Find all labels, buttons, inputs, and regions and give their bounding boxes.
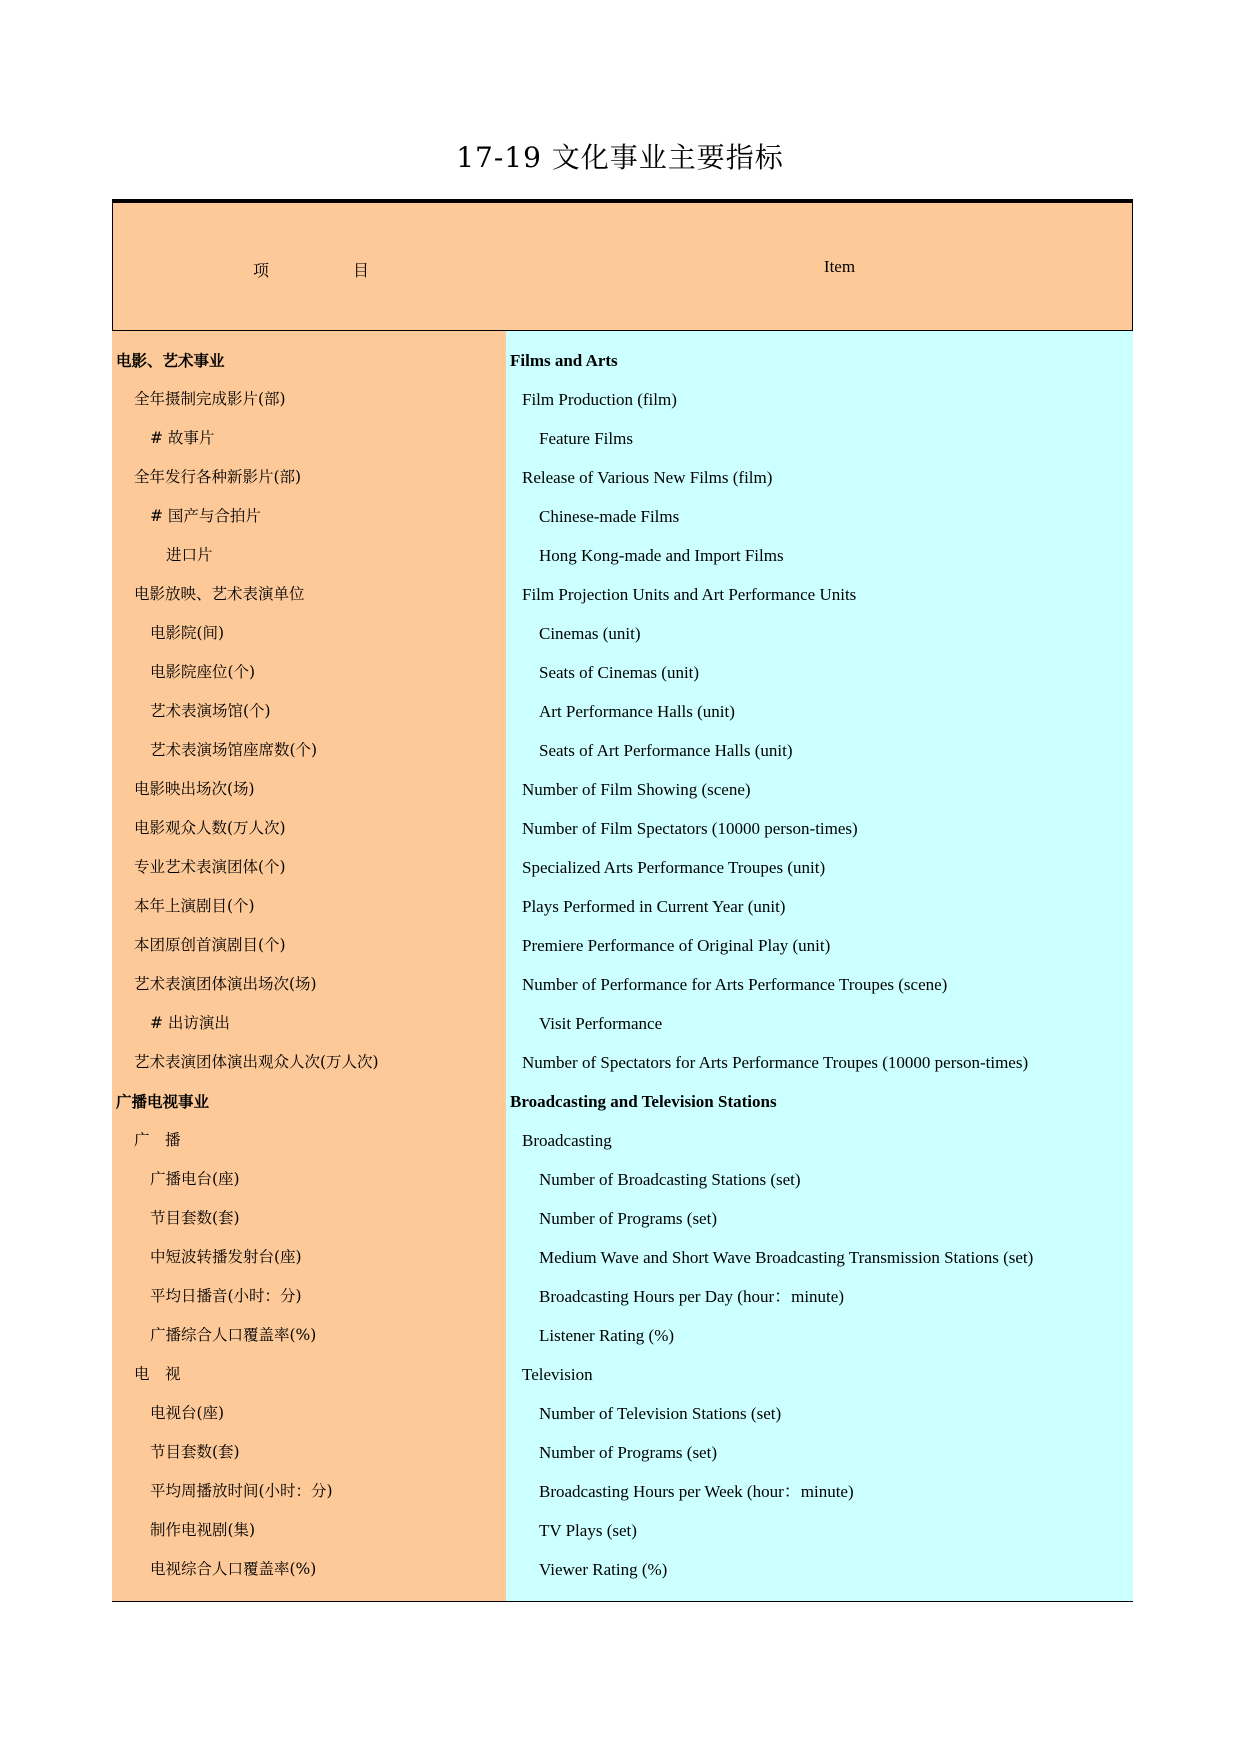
table-row-en: Television (522, 1365, 593, 1384)
table-row-en: Seats of Cinemas (unit) (539, 663, 700, 682)
table-row-zh: 电影观众人数(万人次) (134, 819, 286, 837)
table-row-zh: 本年上演剧目(个) (134, 897, 255, 915)
table-row-en: Broadcasting and Television Stations (510, 1092, 777, 1111)
table-row-en: Number of Programs (set) (539, 1209, 717, 1228)
table-row-zh: 电视台(座) (150, 1404, 225, 1422)
table-row-zh: 电影、艺术事业 (116, 351, 225, 370)
header-zh-char-1: 项 (253, 261, 270, 280)
table-row-zh: 电影院座位(个) (150, 663, 256, 681)
table-header (112, 203, 1133, 331)
table-row-en: Chinese-made Films (539, 507, 680, 526)
table-row-zh: 电影放映、艺术表演单位 (134, 585, 305, 603)
table-row-en: Broadcasting Hours per Day (hour：minute) (539, 1287, 844, 1306)
table-row-en: Number of Spectators for Arts Performance Troupes (10000 person-times) (522, 1053, 1029, 1072)
table-row-zh: # 出访演出 (150, 1014, 230, 1032)
table-row-zh: 全年发行各种新影片(部) (134, 468, 302, 486)
table-row-en: Medium Wave and Short Wave Broadcasting Transmission Stations (set) (539, 1248, 1034, 1267)
table-row-zh: 电 视 (134, 1365, 181, 1383)
english-column (506, 331, 1133, 1601)
table-row-en: Seats of Art Performance Halls (unit) (539, 741, 793, 760)
header-zh-cell (113, 203, 507, 330)
table-row-zh: 节目套数(套) (150, 1443, 240, 1461)
table-row-zh: 广 播 (134, 1131, 181, 1149)
table-row-en: Viewer Rating (%) (539, 1560, 668, 1579)
table-row-en: Number of Broadcasting Stations (set) (539, 1170, 801, 1189)
table-row-zh: 平均周播放时间(小时：分) (150, 1482, 333, 1500)
table-row-zh: 艺术表演场馆座席数(个) (150, 741, 318, 759)
table-row-zh: 电影映出场次(场) (134, 780, 255, 798)
table-row-zh: 艺术表演团体演出观众人次(万人次) (134, 1053, 379, 1071)
table-row-en: Plays Performed in Current Year (unit) (522, 897, 786, 916)
table-row-zh: 艺术表演团体演出场次(场) (134, 975, 317, 993)
table-row-en: Broadcasting (522, 1131, 612, 1150)
table-row-zh: 广播综合人口覆盖率(%) (150, 1326, 317, 1344)
table-row-zh: 进口片 (166, 546, 213, 564)
table-row-en: Broadcasting Hours per Week (hour：minute) (539, 1482, 854, 1501)
table-row-en: Art Performance Halls (unit) (539, 702, 735, 721)
table-row-zh: 节目套数(套) (150, 1209, 240, 1227)
table-row-en: Specialized Arts Performance Troupes (unit) (522, 858, 826, 877)
page-title: 17-19 文化事业主要指标 (456, 141, 784, 174)
table-row-zh: # 国产与合拍片 (150, 507, 261, 525)
table-row-zh: 本团原创首演剧目(个) (134, 936, 286, 954)
table-row-en: Films and Arts (510, 351, 618, 370)
chinese-column (112, 331, 506, 1601)
table-row-zh: 制作电视剧(集) (150, 1521, 256, 1539)
header-en-cell (507, 203, 1132, 330)
table-row-zh: 平均日播音(小时：分) (150, 1287, 302, 1305)
table-row-zh: 电视综合人口覆盖率(%) (150, 1560, 317, 1578)
table-row-en: Release of Various New Films (film) (522, 468, 773, 487)
table-row-en: Number of Performance for Arts Performance Troupes (scene) (522, 975, 948, 994)
table-row-zh: # 故事片 (150, 429, 215, 447)
table-row-en: Visit Performance (539, 1014, 663, 1033)
table-row-en: Number of Film Spectators (10000 person-times) (522, 819, 858, 838)
table-row-en: Cinemas (unit) (539, 624, 641, 643)
table-row-zh: 全年摄制完成影片(部) (134, 390, 286, 408)
table-row-en: Premiere Performance of Original Play (unit) (522, 936, 831, 955)
table-row-en: Number of Television Stations (set) (539, 1404, 782, 1423)
table-row-en: Listener Rating (%) (539, 1326, 675, 1345)
indicator-table (112, 199, 1133, 1602)
table-row-zh: 艺术表演场馆(个) (150, 702, 271, 720)
table-row-en: Hong Kong-made and Import Films (539, 546, 784, 565)
table-row-en: Number of Programs (set) (539, 1443, 717, 1462)
table-row-en: Feature Films (539, 429, 633, 448)
table-row-en: Number of Film Showing (scene) (522, 780, 751, 799)
table-row-en: Film Projection Units and Art Performance Units (522, 585, 857, 604)
table-row-zh: 广播电台(座) (150, 1170, 240, 1188)
table-row-zh: 电影院(间) (150, 624, 225, 642)
table-row-zh: 广播电视事业 (116, 1092, 210, 1111)
table-row-en: Film Production (film) (522, 390, 677, 409)
header-zh-char-2: 目 (353, 261, 370, 280)
table-row-zh: 专业艺术表演团体(个) (134, 858, 286, 876)
header-en-label: Item (823, 257, 856, 276)
table-row-zh: 中短波转播发射台(座) (150, 1248, 302, 1266)
table-body (112, 331, 1133, 1602)
table-row-en: TV Plays (set) (539, 1521, 637, 1540)
